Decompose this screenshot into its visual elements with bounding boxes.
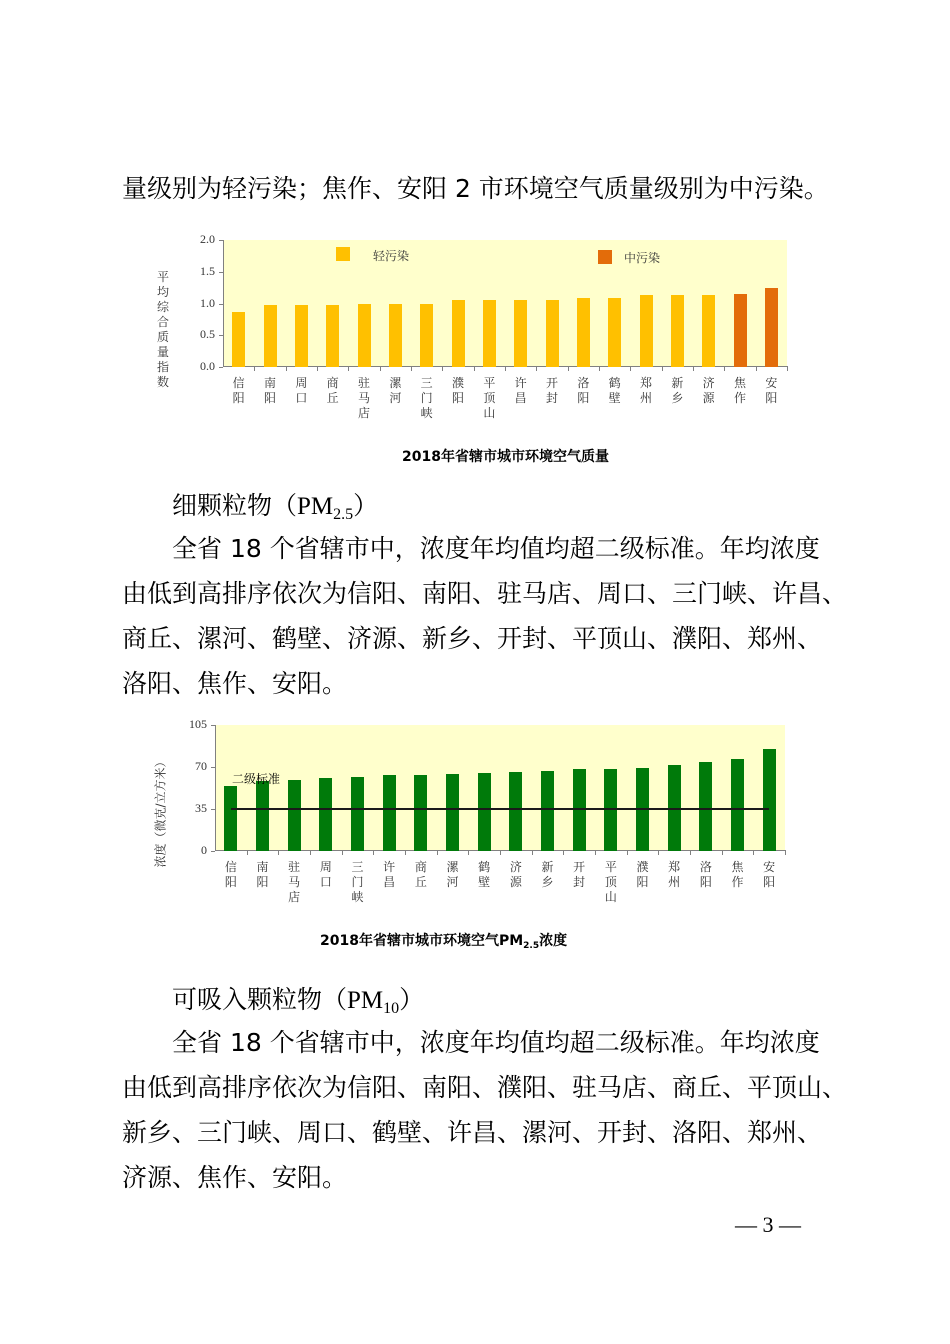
x-category-label: 郑州 (668, 860, 681, 889)
y-axis-title-text: 浓度（微克/立方米） (153, 755, 168, 868)
bar-信阳 (224, 786, 237, 851)
heading-text: 可吸入颗粒物（ (172, 985, 348, 1014)
x-category-label: 洛阳 (699, 860, 712, 889)
x-tick (532, 850, 533, 855)
x-category-label: 开封 (545, 376, 558, 405)
x-category-label: 三门峡 (351, 860, 364, 904)
x-category-label: 商丘 (326, 376, 339, 405)
x-category-label: 许昌 (514, 376, 527, 405)
chart-caption (320, 930, 567, 951)
bar-焦作 (731, 759, 744, 851)
paragraph-line: 全省 18 个省辖市中，浓度年均值均超二级标准。年均浓度 (172, 534, 820, 563)
intro-line: 量级别为轻污染；焦作、安阳 2 市环境空气质量级别为中污染。 (122, 174, 829, 203)
x-category-label: 济源 (702, 376, 715, 405)
paragraph-line: 由低到高排序依次为信阳、南阳、濮阳、驻马店、商丘、平顶山、 (122, 1073, 848, 1102)
y-tick (211, 851, 215, 852)
bar-漯河 (446, 774, 459, 851)
pm10-heading (172, 980, 424, 1018)
bar-新乡 (541, 771, 554, 851)
y-title-char: 平 (156, 270, 169, 284)
x-category-label: 信阳 (232, 376, 245, 405)
bar-鹤壁 (478, 773, 491, 851)
x-tick (753, 850, 754, 855)
standard-line-label: 二级标准 (232, 772, 281, 786)
heading-suffix: ） (399, 985, 425, 1014)
y-title-char: 质 (156, 330, 169, 344)
caption-text: 2018年省辖市城市环境空气PM (320, 933, 524, 949)
y-tick-label: 105 (189, 717, 207, 731)
caption-suffix: 浓度 (539, 933, 568, 949)
bar-三门峡 (351, 777, 364, 851)
pm10-paragraph (122, 1020, 848, 1200)
x-category-label: 南阳 (256, 860, 269, 889)
x-category-label: 鹤壁 (608, 376, 621, 405)
x-category-label: 洛阳 (577, 376, 590, 405)
x-tick (785, 850, 786, 855)
x-category-label: 南阳 (263, 376, 276, 405)
bar-驻马店 (288, 780, 301, 851)
y-title-char: 指 (156, 360, 169, 374)
bar-平顶山 (604, 769, 617, 851)
x-tick (405, 850, 406, 855)
heading-pm: PM (297, 493, 334, 520)
heading-suffix: ） (353, 491, 379, 520)
paragraph-line: 洛阳、焦作、安阳。 (122, 669, 348, 698)
x-category-label: 漯河 (446, 860, 459, 889)
x-tick (627, 850, 628, 855)
bar-开封 (573, 769, 586, 851)
x-tick (278, 850, 279, 855)
x-category-label: 驻马店 (357, 376, 370, 420)
x-category-label: 安阳 (763, 860, 776, 889)
x-category-label: 濮阳 (636, 860, 649, 889)
bar-洛阳 (699, 762, 712, 851)
y-title-char: 合 (156, 315, 169, 329)
x-tick (310, 850, 311, 855)
bar-济源 (509, 772, 522, 851)
paragraph-line: 济源、焦作、安阳。 (122, 1163, 348, 1192)
paragraph-line: 由低到高排序依次为信阳、南阳、驻马店、周口、三门峡、许昌、 (122, 579, 848, 608)
x-category-label: 信阳 (224, 860, 237, 889)
x-category-label: 平顶山 (483, 376, 496, 420)
x-category-label: 商丘 (414, 860, 427, 889)
x-category-label: 漯河 (389, 376, 402, 405)
x-tick (373, 850, 374, 855)
y-tick-label: 0 (201, 843, 207, 857)
x-category-label: 郑州 (639, 376, 652, 405)
x-category-label: 新乡 (671, 376, 684, 405)
x-category-label: 开封 (573, 860, 586, 889)
x-category-label: 焦作 (733, 376, 746, 405)
x-tick (595, 850, 596, 855)
bar-南阳 (256, 781, 269, 851)
caption-subscript: 2.5 (523, 941, 540, 951)
y-tick-label: 2.0 (200, 232, 215, 246)
bar-安阳 (763, 749, 776, 851)
legend-label-light: 轻污染 (373, 249, 410, 263)
x-tick (342, 850, 343, 855)
page-number: — 3 — (735, 1212, 801, 1237)
paragraph-line: 新乡、三门峡、周口、鹤壁、许昌、漯河、开封、洛阳、郑州、 (122, 1118, 823, 1147)
x-category-label: 周口 (319, 860, 332, 889)
heading-text: 细颗粒物（ (172, 491, 298, 520)
plot-area (215, 725, 785, 851)
legend-label-medium: 中污染 (624, 251, 661, 265)
y-tick-label: 0.0 (200, 359, 215, 373)
x-category-label: 安阳 (765, 376, 778, 405)
x-category-label: 鹤壁 (478, 860, 491, 889)
y-title-char: 综 (156, 300, 169, 314)
standard-reference-line (231, 808, 769, 810)
x-category-label: 新乡 (541, 860, 554, 889)
heading-subscript: 2.5 (333, 506, 354, 523)
bar-商丘 (414, 775, 427, 851)
x-category-label: 三门峡 (420, 376, 433, 420)
y-tick-label: 1.5 (200, 263, 215, 278)
y-title-char: 均 (156, 285, 169, 299)
x-tick (563, 850, 564, 855)
x-category-label: 许昌 (383, 860, 396, 889)
x-tick (500, 850, 501, 855)
bar-许昌 (383, 775, 396, 851)
x-tick (468, 850, 469, 855)
y-tick-label: 70 (195, 759, 207, 773)
x-tick (247, 850, 248, 855)
x-category-label: 濮阳 (451, 376, 464, 405)
x-tick (722, 850, 723, 855)
chart-caption: 2018年省辖市城市环境空气质量 (402, 449, 609, 465)
y-tick-label: 35 (195, 801, 207, 815)
heading-pm: PM (347, 987, 384, 1014)
paragraph-line: 商丘、漯河、鹤壁、济源、新乡、开封、平顶山、濮阳、郑州、 (122, 624, 823, 653)
y-title-char: 量 (156, 345, 169, 359)
y-tick-label: 0.5 (200, 327, 215, 342)
x-category-label: 济源 (509, 860, 522, 889)
heading-subscript: 10 (383, 1000, 400, 1017)
x-category-label: 驻马店 (288, 860, 301, 904)
x-tick (658, 850, 659, 855)
y-axis-line (215, 725, 216, 851)
x-tick (437, 850, 438, 855)
bar-周口 (319, 778, 332, 851)
paragraph-line: 全省 18 个省辖市中，浓度年均值均超二级标准。年均浓度 (172, 1028, 820, 1057)
x-category-label: 焦作 (731, 860, 744, 889)
y-title-char: 数 (156, 375, 169, 389)
x-category-label: 平顶山 (604, 860, 617, 904)
x-tick (690, 850, 691, 855)
y-tick-label: 1.0 (200, 295, 215, 310)
x-category-label: 周口 (295, 376, 308, 405)
